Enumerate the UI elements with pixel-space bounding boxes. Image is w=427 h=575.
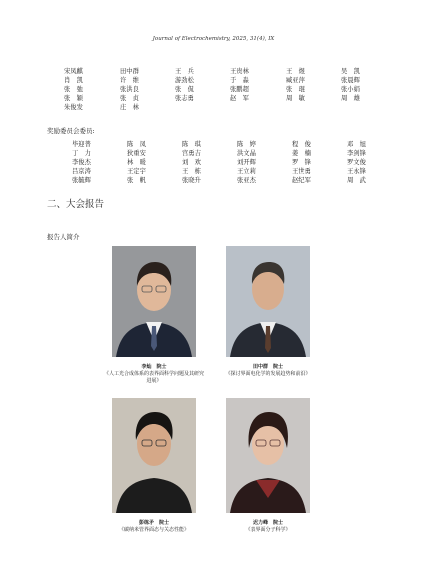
name-cell: 臧亚萍 (286, 77, 305, 84)
name-cell: 洪文晶 (237, 150, 256, 157)
speaker-name: 田中群 院士 (252, 364, 283, 370)
name-cell: 王立莉 (237, 168, 256, 175)
name-cell: 李剑锋 (347, 150, 366, 157)
speaker-name: 彭练矛 院士 (138, 520, 169, 526)
name-cell: 田中群 (120, 68, 139, 75)
speaker-topic: 《探讨界面电化学的发展趋势和前沿》 (225, 371, 311, 377)
speaker-topic: 《碳纳米管界面态与关态性能》 (118, 527, 189, 533)
name-cell: 王永锋 (347, 168, 366, 175)
speaker-caption (218, 520, 318, 534)
name-cell: 张 弛 (64, 86, 83, 93)
name-cell: 张小娟 (341, 86, 360, 93)
name-cell: 吕京涛 (72, 168, 91, 175)
name-cell: 张 帆 (127, 177, 146, 184)
section-title: 二、大会报告 (47, 199, 105, 210)
name-cell: 张鹏超 (230, 86, 249, 93)
speaker-photo (226, 398, 310, 513)
name-cell: 刘开辉 (237, 159, 256, 166)
name-cell: 姜 楠 (292, 150, 311, 157)
name-cell: 张亚杰 (237, 177, 256, 184)
speaker-photo (112, 246, 196, 357)
speaker-name: 李灿 院士 (141, 364, 167, 370)
name-cell: 张 贞 (120, 95, 139, 102)
name-cell: 宫勇吉 (182, 150, 201, 157)
name-cell: 许 维 (120, 77, 139, 84)
name-cell: 庄 林 (120, 104, 139, 111)
name-cell: 邓 旭 (347, 141, 366, 148)
name-cell: 肖 凯 (64, 77, 83, 84)
name-cell: 陈 婷 (237, 141, 256, 148)
name-cell: 毕迎普 (72, 141, 91, 148)
speaker-caption (104, 520, 204, 534)
speaker-topic: 《人工光合成体系的表界面科学问题及其研究进展》 (104, 371, 205, 384)
name-cell: 赵 军 (230, 95, 249, 102)
name-cell: 李俊杰 (72, 159, 91, 166)
speaker-topic: 《表界面分子科学》 (245, 527, 291, 533)
name-cell: 周 敏 (286, 95, 305, 102)
name-cell: 王定宇 (127, 168, 146, 175)
name-cell: 王 兵 (175, 68, 194, 75)
name-cell: 张洪良 (120, 86, 139, 93)
name-cell: 罗 锋 (292, 159, 311, 166)
name-cell: 刘 欢 (182, 159, 201, 166)
name-cell: 丁 力 (72, 150, 91, 157)
speaker-caption (104, 364, 204, 385)
name-cell: 陈 凤 (127, 141, 146, 148)
name-cell: 张晨辉 (341, 77, 360, 84)
name-cell: 朱俊发 (64, 104, 83, 111)
name-cell: 程 俊 (292, 141, 311, 148)
name-cell: 赵纪军 (292, 177, 311, 184)
name-cell: 罗文俊 (347, 159, 366, 166)
name-cell: 王世勇 (292, 168, 311, 175)
name-cell: 王贵林 (230, 68, 249, 75)
name-cell: 张 侃 (175, 86, 194, 93)
name-cell: 林 暖 (127, 159, 146, 166)
name-cell: 陈 琪 (182, 141, 201, 148)
name-cell: 宋凤麒 (64, 68, 83, 75)
name-cell: 周 武 (347, 177, 366, 184)
journal-header: Journal of Electrochemistry, 2025, 31(4), IX (152, 36, 275, 42)
name-cell: 张晓升 (182, 177, 201, 184)
name-cell: 吴 凯 (341, 68, 360, 75)
name-cell: 张志勇 (175, 95, 194, 102)
name-cell: 张 颖 (64, 95, 83, 102)
name-cell: 张毓辉 (72, 177, 91, 184)
name-cell: 周 雄 (341, 95, 360, 102)
name-cell: 张 琨 (286, 86, 305, 93)
name-cell: 于 淼 (230, 77, 249, 84)
speaker-name: 迟力峰 院士 (252, 520, 283, 526)
speaker-caption (218, 364, 318, 378)
subsection-title: 报告人简介 (47, 233, 80, 241)
award-committee-label: 奖励委员会委员: (47, 127, 95, 135)
name-cell: 游劲松 (175, 77, 194, 84)
speaker-photo (112, 398, 196, 513)
name-cell: 王 栋 (182, 168, 201, 175)
name-cell: 王 煜 (286, 68, 305, 75)
speaker-photo (226, 246, 310, 357)
name-cell: 狄重安 (127, 150, 146, 157)
